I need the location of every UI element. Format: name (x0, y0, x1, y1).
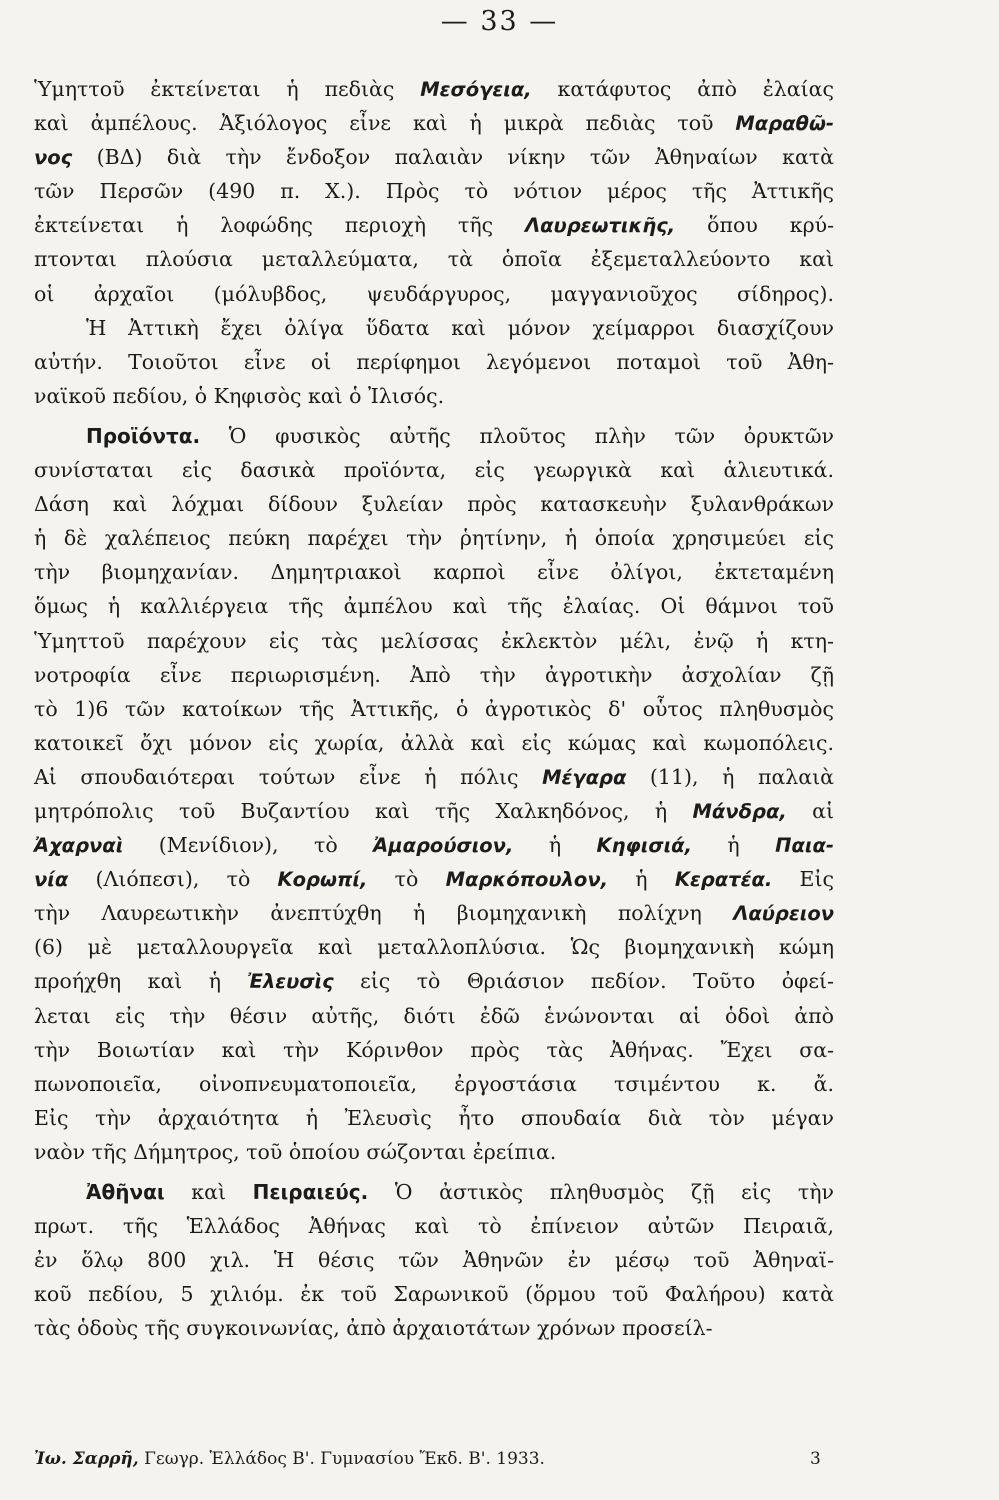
footer-text: Γεωγρ. Ἑλλάδος Β'. Γυμνασίου Ἔκδ. Β'. 1933. (144, 1449, 545, 1469)
text-run: τῶν Περσῶν (490 π. Χ.). Πρὸς τὸ νότιον μέρος τῆς Ἀττικῆς (34, 179, 834, 204)
text-run: ἡ (608, 867, 675, 892)
text-run: κοῦ πεδίου, 5 χιλιόμ. ἐκ τοῦ Σαρωνικοῦ (ὅρμου τοῦ Φαλήρου) κατὰ (34, 1282, 834, 1307)
text-run: ἡ (513, 833, 597, 858)
emphasized-place-name: Λαύρειον (733, 902, 834, 926)
emphasized-place-name: Μέγαρα (542, 765, 627, 789)
footer-author: Ἰω. Σαρρῆ, (34, 1449, 139, 1469)
emphasized-place-name: νος (34, 146, 73, 170)
text-run: συνίσταται εἰς δασικὰ προϊόντα, εἰς γεωργικὰ καὶ ἁλιευτικά. (34, 458, 834, 483)
emphasized-place-name: Ἀχαρναὶ (34, 834, 124, 858)
signature-mark: 3 (810, 1449, 821, 1469)
text-run: κατάφυτος ἀπὸ ἐλαίας (531, 77, 834, 101)
text-run: καὶ ἀμπέλους. Ἀξιόλογος εἶνε καὶ ἡ μικρὰ πεδιὰς τοῦ (34, 111, 736, 136)
text-line (34, 140, 834, 174)
text-run: Ὑμηττοῦ παρέχουν εἰς τὰς μελίσσας ἐκλεκτὸν μέλι, ἐνῷ ἡ κτη- (34, 628, 834, 653)
text-line (34, 794, 834, 828)
text-run: ἡ δὲ χαλέπειος πεύκη παρέχει τὴν ῥητίνην, ἡ ὁποία χρησιμεύει εἰς (34, 526, 834, 551)
text-line (34, 379, 834, 413)
text-line (34, 760, 834, 794)
emphasized-place-name: Μαρκόπουλον, (445, 868, 609, 892)
text-line (34, 930, 834, 964)
emphasized-place-name: Κερατέα. (674, 868, 773, 892)
text-line (34, 1311, 834, 1345)
text-run: κατοικεῖ ὄχι μόνον εἰς χωρία, ἀλλὰ καὶ εἰς κώμας καὶ κωμοπόλεις. (34, 730, 834, 755)
text-run: ἐν ὅλῳ 800 χιλ. Ἡ θέσις τῶν Ἀθηνῶν ἐν μέσῳ τοῦ Ἀθηναϊ- (34, 1248, 834, 1273)
emphasized-place-name: Λαυρεωτικῆς, (525, 214, 676, 238)
text-run: εἰς τὸ Θριάσιον πεδίον. Τοῦτο ὀφεί- (333, 969, 834, 994)
text-run: Ὁ φυσικὸς αὐτῆς πλοῦτος πλὴν τῶν ὀρυκτῶν (200, 423, 834, 448)
text-run: (ΒΔ) διὰ τὴν ἔνδοξον παλαιὰν νίκην τῶν Ἀθηναίων κατὰ (72, 145, 834, 170)
text-run: Εἰς τὴν ἀρχαιότητα ἡ Ἐλευσὶς ἦτο σπουδαία διὰ τὸν μέγαν (34, 1105, 834, 1130)
text-line (34, 311, 834, 345)
text-run: τὴν Λαυρεωτικὴν ἀνεπτύχθη ἡ βιομηχανικὴ πολίχνη (34, 901, 734, 926)
text-line (34, 1135, 834, 1169)
text-line (34, 1175, 834, 1209)
text-run: καὶ (164, 1180, 253, 1204)
text-line (34, 1243, 834, 1277)
text-line (34, 624, 834, 658)
text-line (34, 828, 834, 862)
text-run: (Λιόπεσι), τὸ (68, 867, 278, 892)
text-line (34, 72, 834, 106)
text-line (34, 521, 834, 555)
text-run: ὅπου κρύ- (675, 213, 835, 238)
text-run: ἐκτείνεται ἡ λοφώδης περιοχὴ τῆς (34, 213, 526, 238)
text-line (34, 726, 834, 760)
text-line (34, 242, 834, 276)
text-run: (Μενίδιον), τὸ (123, 833, 374, 858)
text-line (34, 453, 834, 487)
text-line (34, 896, 834, 930)
text-line (34, 964, 834, 998)
text-line (34, 692, 834, 726)
text-run: ναὸν τῆς Δήμητρος, τοῦ ὁποίου σώζονται ἐρείπια. (34, 1139, 557, 1164)
text-line (34, 106, 834, 140)
text-run: οἱ ἀρχαῖοι (μόλυβδος, ψευδάργυρος, μαγγανιοῦχος σίδηρος). (34, 281, 834, 306)
text-run: τὸ 1)6 τῶν κατοίκων τῆς Ἀττικῆς, ὁ ἀγροτικὸς δ' οὗτος πληθυσμὸς (34, 696, 834, 721)
text-run: πρωτ. τῆς Ἑλλάδος Ἀθήνας καὶ τὸ ἐπίνειον αὐτῶν Πειραιᾶ, (34, 1214, 834, 1239)
emphasized-place-name: Κηφισιά, (596, 834, 692, 858)
text-run: (6) μὲ μεταλλουργεῖα καὶ μεταλλοπλύσια. Ὡς βιομηχανικὴ κώμη (34, 935, 834, 960)
text-run: νοτροφία εἶνε περιωρισμένη. Ἀπὸ τὴν ἀγροτικὴν ἀσχολίαν ζῇ (34, 662, 834, 687)
emphasized-place-name: Κορωπί, (277, 868, 368, 892)
text-line (34, 1067, 834, 1101)
text-line (34, 345, 834, 379)
text-run: αἱ (786, 798, 834, 823)
text-run: Ὁ ἀστικὸς πληθυσμὸς ζῇ εἰς τὴν (368, 1180, 834, 1204)
text-line (34, 999, 834, 1033)
text-run: ὅμως ἡ καλλιέργεια τῆς ἀμπέλου καὶ τῆς ἐλαίας. Οἱ θάμνοι τοῦ (34, 594, 834, 619)
text-line (34, 277, 834, 311)
body-text (34, 72, 834, 1345)
text-run: αὐτήν. Τοιοῦτοι εἶνε οἱ περίφημοι λεγόμενοι ποταμοὶ τοῦ Ἀθη- (34, 349, 834, 374)
text-run: τὴν βιομηχανίαν. Δημητριακοὶ καρποὶ εἶνε ὀλίγοι, ἐκτεταμένη (34, 560, 834, 585)
text-run: ἡ (691, 833, 776, 858)
text-line (34, 555, 834, 589)
text-run: προήχθη καὶ ἡ (34, 969, 248, 994)
text-line (34, 589, 834, 623)
text-run: τὰς ὁδοὺς τῆς συγκοινωνίας, ἀπὸ ἀρχαιοτάτων χρόνων προσείλ- (34, 1316, 713, 1341)
text-run: Ἡ Ἀττικὴ ἔχει ὀλίγα ὕδατα καὶ μόνον χείμαρροι διασχίζουν (86, 315, 834, 340)
text-run: ναϊκοῦ πεδίου, ὁ Κηφισὸς καὶ ὁ Ἰλισός. (34, 383, 445, 408)
text-line (34, 862, 834, 896)
emphasized-place-name: Μάνδρα, (692, 799, 787, 823)
text-run: πτονται πλούσια μεταλλεύματα, τὰ ὁποῖα ἐξεμεταλλεύοντο καὶ (34, 247, 834, 272)
emphasized-place-name: Μαραθῶ- (735, 112, 834, 136)
emphasized-place-name: νία (34, 868, 69, 892)
text-run: Δάση καὶ λόχμαι δίδουν ξυλείαν πρὸς κατασκευὴν ξυλανθράκων (34, 492, 834, 517)
text-line (34, 1033, 834, 1067)
text-run: λεται εἰς τὴν θέσιν αὐτῆς, διότι ἐδῶ ἑνώνονται αἱ ὁδοὶ ἀπὸ (34, 1003, 834, 1028)
text-line (34, 487, 834, 521)
emphasized-place-name: Ἐλευσὶς (247, 970, 334, 994)
emphasized-place-name: Μεσόγεια, (420, 78, 532, 101)
text-run: Εἰς (772, 867, 834, 892)
text-run: μητρόπολις τοῦ Βυζαντίου καὶ τῆς Χαλκηδόνος, ἡ (34, 798, 693, 823)
text-line (34, 208, 834, 242)
text-line (34, 658, 834, 692)
text-line (34, 1277, 834, 1311)
page-number: — 33 — (440, 6, 559, 37)
text-run: Αἱ σπουδαιότεραι τούτων εἶνε ἡ πόλις (34, 764, 543, 789)
section-heading: Προϊόντα. (86, 423, 201, 448)
footer (34, 1449, 834, 1469)
text-run: Ὑμηττοῦ ἐκτείνεται ἡ πεδιὰς (34, 77, 421, 101)
emphasized-place-name: Ἀμαρούσιον, (373, 834, 514, 858)
text-line (34, 1101, 834, 1135)
text-line (34, 419, 834, 453)
text-run: (11), ἡ παλαιὰ (626, 764, 835, 789)
emphasized-place-name: Παια- (775, 834, 834, 858)
text-run: τὴν Βοιωτίαν καὶ τὴν Κόρινθον πρὸς τὰς Ἀθήνας. Ἔχει σα- (34, 1037, 834, 1062)
section-heading: Ἀθῆναι (86, 1180, 165, 1204)
text-run: πωνοποιεῖα, οἰνοπνευματοποιεῖα, ἐργοστάσια τσιμέντου κ. ἄ. (34, 1071, 834, 1096)
section-heading: Πειραιεύς. (252, 1180, 369, 1204)
text-run: τὸ (367, 867, 446, 892)
text-line (34, 1209, 834, 1243)
text-line (34, 174, 834, 208)
